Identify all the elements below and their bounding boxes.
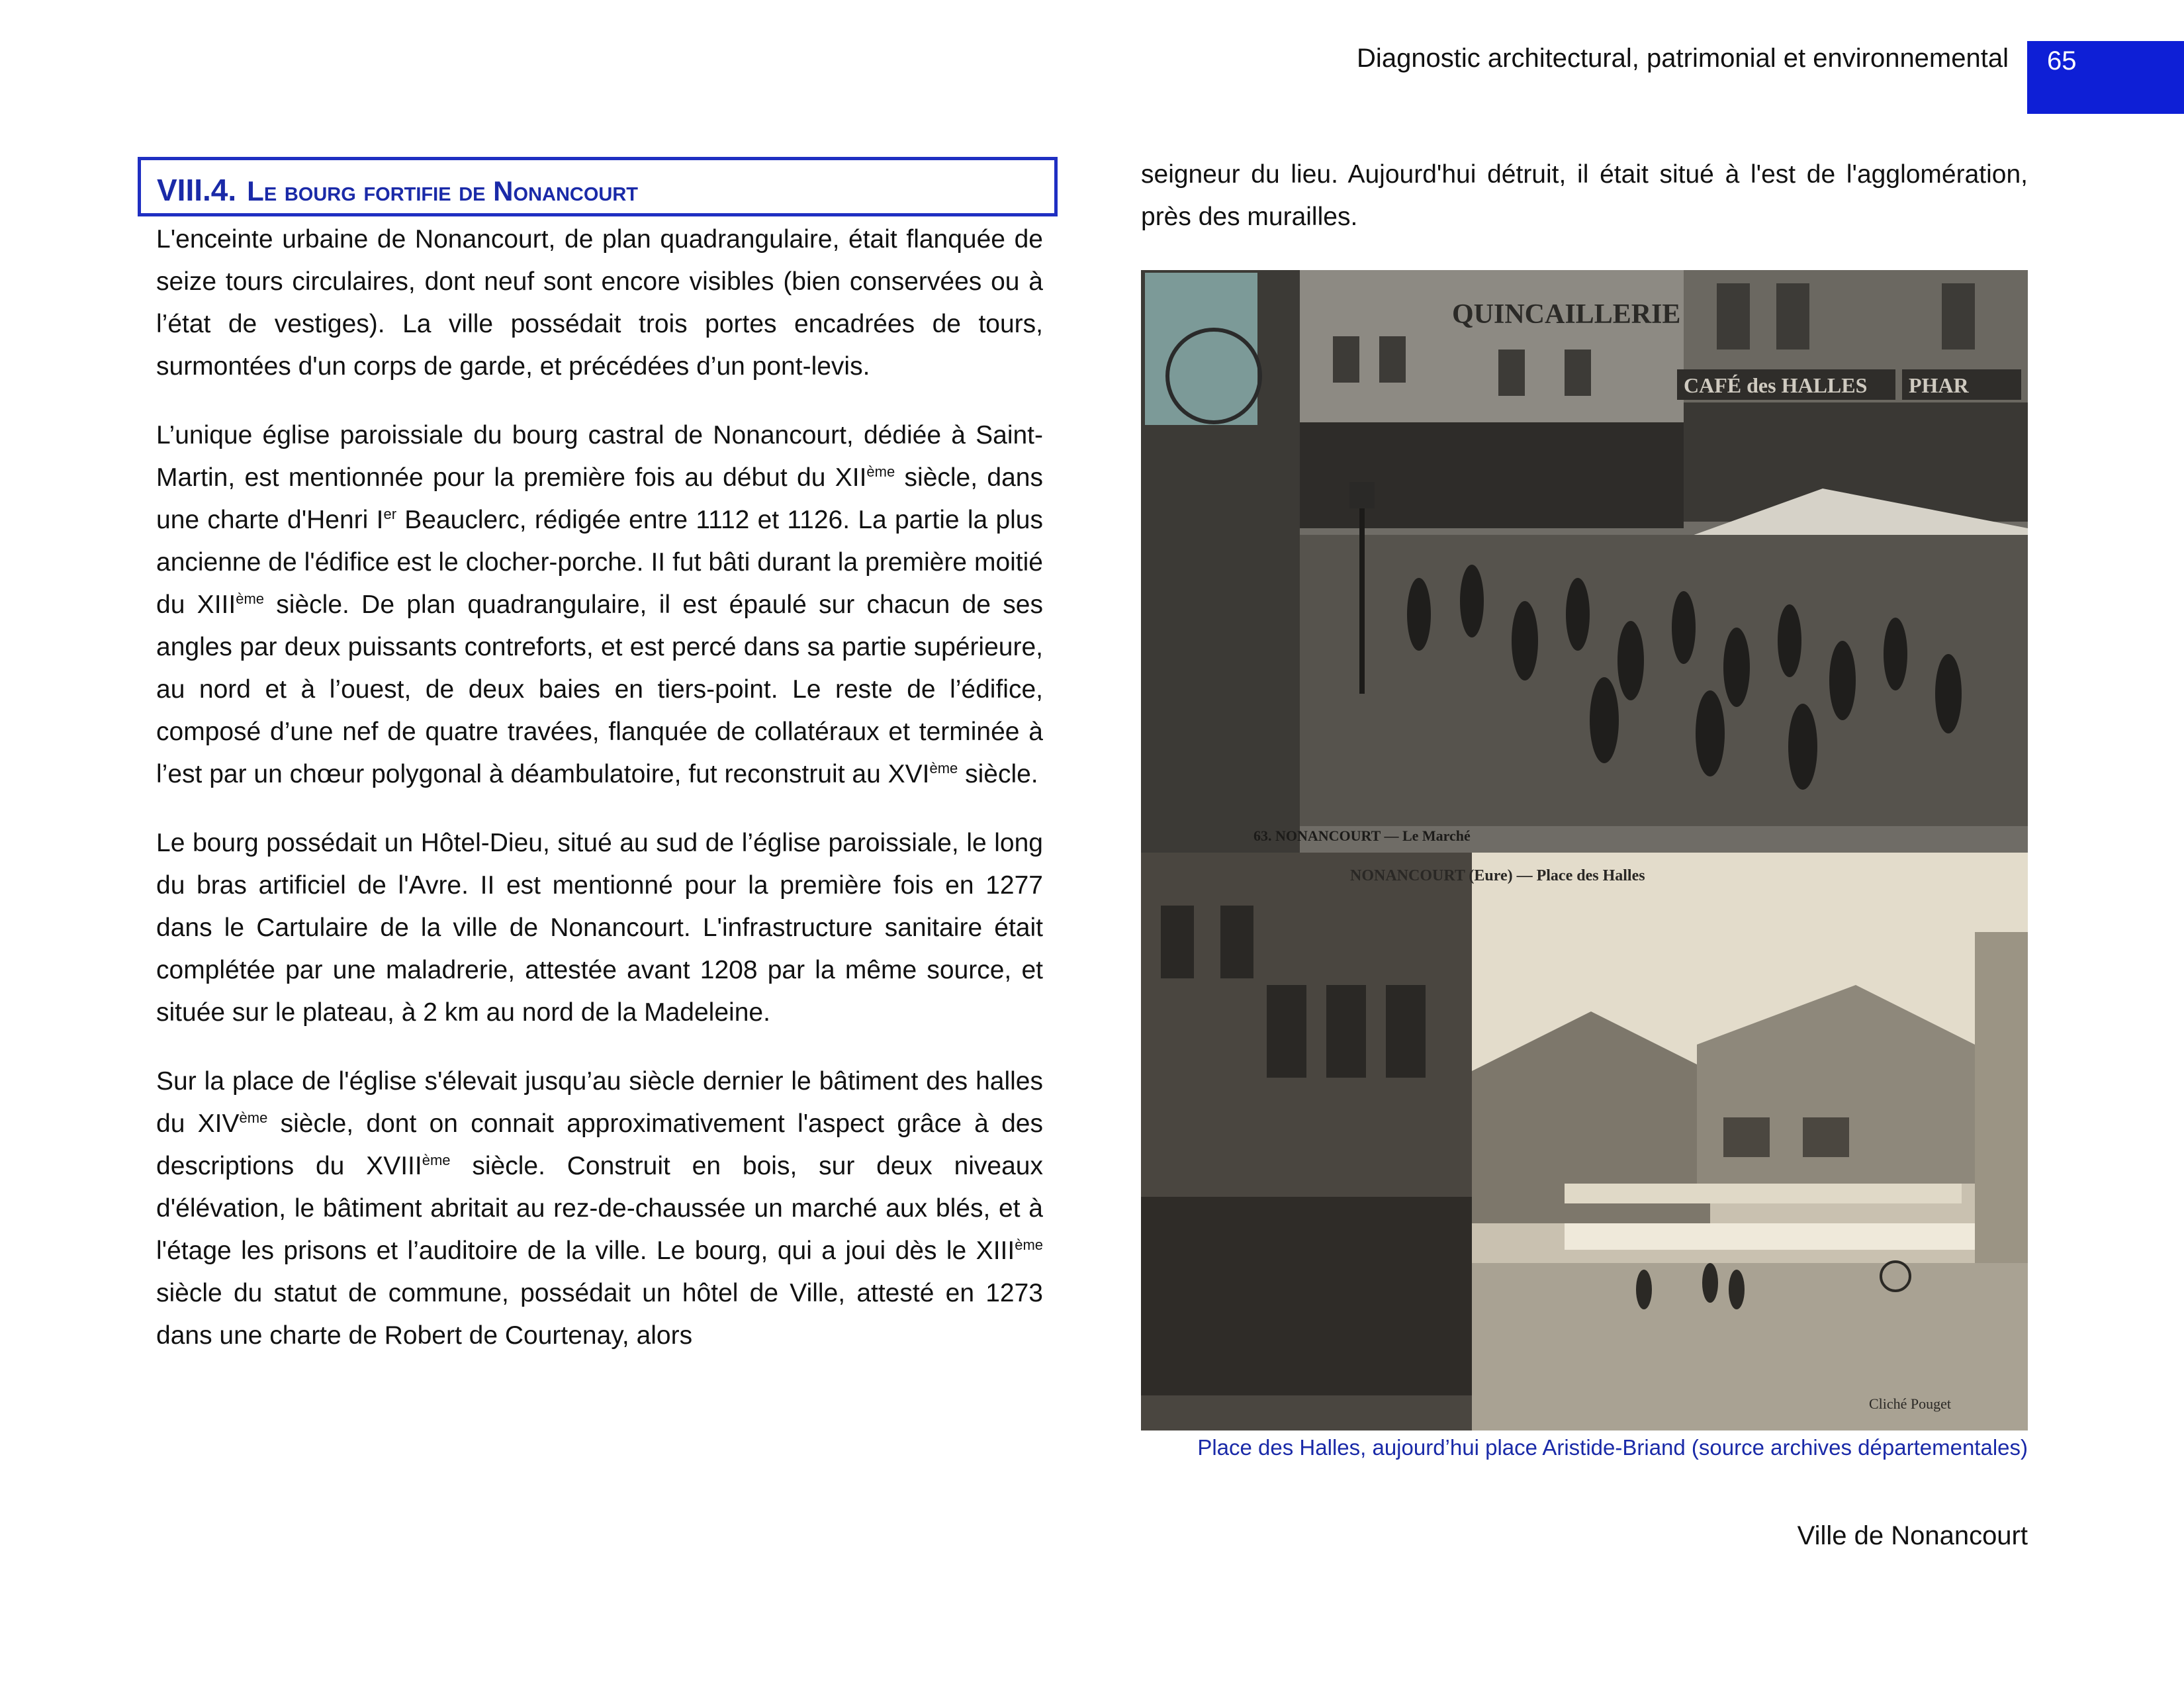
superscript: ème (1015, 1237, 1043, 1253)
section-heading-box (138, 157, 1058, 216)
text-run: siècle. Construit en bois, sur deux niveaux d'élévation, le bâtiment abritait au rez-de-chaussée un marché aux blés, et à l'étage les prisons et l’auditoire de la ville. Le bourg, qui a joui dès le XIII (156, 1152, 1043, 1265)
cafe-sign: CAFÉ des HALLES (1684, 373, 1868, 397)
left-column (156, 218, 1043, 1383)
pharmacy-sign: PHAR (1909, 373, 1969, 397)
superscript: ème (422, 1152, 451, 1168)
superscript: er (383, 506, 397, 522)
superscript: ème (866, 463, 895, 480)
section-heading (157, 172, 638, 208)
quincaillerie-sign: QUINCAILLERIE (1452, 299, 1681, 330)
figure-caption: Place des Halles, aujourd’hui place Aristide-Briand (source archives départementales) (1197, 1435, 2028, 1460)
page-number-box (2027, 41, 2184, 114)
running-header: Diagnostic architectural, patrimonial et environnemental (1357, 44, 2009, 73)
place-des-halles-illustration (1141, 853, 2028, 1430)
paragraph-eglise (156, 414, 1043, 796)
text-run: siècle, dont on connait approximativement l'aspect grâce à des descriptions du XVIII (156, 1109, 1043, 1180)
section-title: Le bourg fortifie de Nonancourt (247, 175, 638, 207)
place-card-label: NONANCOURT (Eure) — Place des Halles (1350, 867, 1645, 884)
photographer-credit: Cliché Pouget (1869, 1395, 1952, 1412)
superscript: ème (236, 590, 264, 607)
postcard-place-des-halles-photo (1141, 853, 2028, 1430)
page-footer: Ville de Nonancourt (1797, 1521, 2028, 1550)
market-scene-illustration (1141, 270, 2028, 853)
text-run: siècle. De plan quadrangulaire, il est épaulé sur chacun de ses angles par deux puissants contreforts, et est percé dans sa partie supérieure, au nord et à l’ouest, de deux baies en tiers-point. Le reste de l’édifice, composé d’une nef de quatre travées, flanquée de collatéraux et terminée à l’est par un chœur polygonal à déambulatoire, fut reconstruit au XVI (156, 590, 1043, 788)
text-run: L’unique église paroissiale du bourg castral de Nonancourt, dédiée à Saint-Martin, est mentionnée pour la première fois au début du XII (156, 421, 1043, 492)
section-number: VIII.4. (157, 173, 237, 207)
paragraph-hotel-dieu: Le bourg possédait un Hôtel-Dieu, situé au sud de l’église paroissiale, le long du bras artificiel de l'Avre. II est mentionné pour la première fois en 1277 dans le Cartulaire de la ville de Nonancourt. L'infrastructure sanitaire était complétée par une maladrerie, attestée avant 1208 par la même source, et située sur le plateau, à 2 km au nord de la Madeleine. (156, 829, 1043, 1027)
right-column (1141, 154, 2028, 265)
postage-stamp (1145, 273, 1257, 425)
superscript: ème (929, 760, 958, 776)
paragraph-enceinte: L'enceinte urbaine de Nonancourt, de plan quadrangulaire, était flanquée de seize tours circulaires, dont neuf sont encore visibles (bien conservées ou à l’état de vestiges). La ville possédait trois portes encadrées de tours, surmontées d'un corps de garde, et précédées d’un pont-levis. (156, 225, 1043, 381)
text-run: siècle du statut de commune, possédait un hôtel de Ville, attesté en 1273 dans une charte de Robert de Courtenay, alors (156, 1279, 1043, 1350)
paragraph-halles (156, 1060, 1043, 1357)
market-card-label: 63. NONANCOURT — Le Marché (1253, 827, 1471, 844)
paragraph-continuation: seigneur du lieu. Aujourd'hui détruit, il était situé à l'est de l'agglomération, près des murailles. (1141, 160, 2028, 231)
postcard-market-photo (1141, 270, 2028, 853)
text-run: Beauclerc, rédigée entre 1112 et 1126. La partie la plus ancienne de l'édifice est le clocher-porche. II fut bâti durant la première moitié du XIII (156, 506, 1043, 619)
superscript: ème (239, 1109, 268, 1126)
page-number: 65 (2047, 46, 2077, 75)
text-run: Sur la place de l'église s'élevait jusqu’au siècle dernier le bâtiment des halles du XIV (156, 1067, 1043, 1138)
text-run: siècle, dans une charte d'Henri I (156, 463, 1043, 534)
text-run: siècle. (958, 760, 1038, 788)
